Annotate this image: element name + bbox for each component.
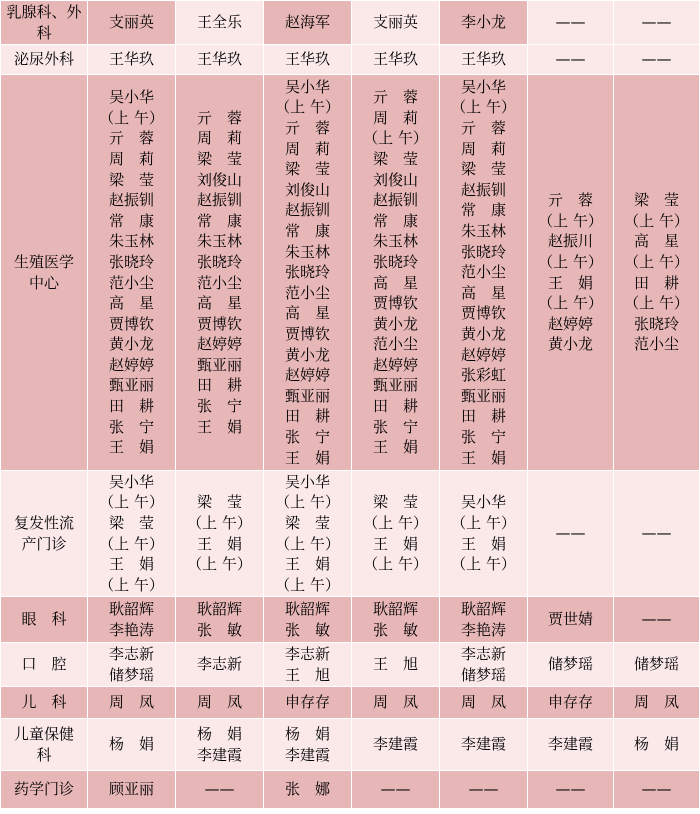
- schedule-cell: 李志新 王 旭: [264, 643, 352, 687]
- schedule-cell: ——: [614, 1, 700, 45]
- schedule-cell: ——: [614, 597, 700, 643]
- schedule-cell: 王全乐: [176, 1, 264, 45]
- schedule-cell: ——: [528, 771, 614, 809]
- schedule-cell: ——: [528, 471, 614, 597]
- schedule-cell: 亓 蓉 （上 午） 赵振川 （上 午） 王 娟 （上 午） 赵婷婷 黄小龙: [528, 75, 614, 471]
- schedule-cell: 张 娜: [264, 771, 352, 809]
- schedule-cell: 李建霞: [440, 719, 528, 771]
- schedule-cell: 王华玖: [176, 45, 264, 75]
- table-row: [1, 45, 700, 75]
- dept-cell: 儿童保健 科: [1, 719, 88, 771]
- schedule-cell: 支丽英: [352, 1, 440, 45]
- table-row: [1, 471, 700, 597]
- schedule-cell: 贾世婧: [528, 597, 614, 643]
- schedule-cell: 李志新 储梦瑶: [440, 643, 528, 687]
- schedule-cell: 梁 莹 （上 午） 王 娟 （上 午）: [176, 471, 264, 597]
- schedule-cell: 亓 蓉 周 莉 （上 午） 梁 莹 刘俊山 赵振钏 常 康 朱玉林 张晓玲 高 星 贾博钦 黄小龙 范小尘 赵婷婷 甄亚丽 田 耕 张 宁 王 娟: [352, 75, 440, 471]
- schedule-cell: 吴小华 （上 午） 梁 莹 （上 午） 王 娟 （上 午）: [88, 471, 176, 597]
- schedule-cell: 王华玖: [440, 45, 528, 75]
- schedule-cell: 王华玖: [352, 45, 440, 75]
- schedule-cell: 周 凤: [176, 687, 264, 719]
- schedule-cell: 李小龙: [440, 1, 528, 45]
- schedule-cell: 杨 娟: [614, 719, 700, 771]
- schedule-cell: 周 凤: [440, 687, 528, 719]
- schedule-cell: 耿韶辉 李艳涛: [440, 597, 528, 643]
- schedule-cell: ——: [440, 771, 528, 809]
- dept-cell: 口 腔: [1, 643, 88, 687]
- schedule-cell: 储梦瑶: [528, 643, 614, 687]
- schedule-cell: 王华玖: [88, 45, 176, 75]
- table-row: [1, 771, 700, 809]
- dept-cell: 儿 科: [1, 687, 88, 719]
- schedule-cell: 吴小华 （上 午） 亓 蓉 周 莉 梁 莹 赵振钏 常 康 朱玉林 张晓玲 范小尘 高 星 贾博钦 黄小龙 赵婷婷 甄亚丽 田 耕 张 宁 王 娟: [88, 75, 176, 471]
- dept-cell: 眼 科: [1, 597, 88, 643]
- schedule-cell: 亓 蓉 周 莉 梁 莹 刘俊山 赵振钏 常 康 朱玉林 张晓玲 范小尘 高 星 贾博钦 赵婷婷 甄亚丽 田 耕 张 宁 王 娟: [176, 75, 264, 471]
- schedule-cell: 顾亚丽: [88, 771, 176, 809]
- schedule-cell: 王 旭: [352, 643, 440, 687]
- schedule-cell: 吴小华 （上 午） 亓 蓉 周 莉 梁 莹 赵振钏 常 康 朱玉林 张晓玲 范小尘 高 星 贾博钦 黄小龙 赵婷婷 张彩虹 甄亚丽 田 耕 张 宁 王 娟: [440, 75, 528, 471]
- schedule-cell: 李志新: [176, 643, 264, 687]
- schedule-cell: 储梦瑶: [614, 643, 700, 687]
- schedule-cell: ——: [614, 45, 700, 75]
- schedule-cell: 杨 娟 李建霞: [264, 719, 352, 771]
- table-row: [1, 597, 700, 643]
- table-row: [1, 75, 700, 471]
- schedule-cell: 耿韶辉 李艳涛: [88, 597, 176, 643]
- schedule-cell: ——: [614, 771, 700, 809]
- schedule-cell: 李建霞: [528, 719, 614, 771]
- dept-cell: 生殖医学 中心: [1, 75, 88, 471]
- schedule-cell: 李志新 储梦瑶: [88, 643, 176, 687]
- schedule-cell: 王华玖: [264, 45, 352, 75]
- schedule-cell: 申存存: [264, 687, 352, 719]
- schedule-cell: 周 凤: [352, 687, 440, 719]
- table-row: [1, 687, 700, 719]
- dept-cell: 药学门诊: [1, 771, 88, 809]
- schedule-cell: 杨 娟: [88, 719, 176, 771]
- schedule-cell: 李建霞: [352, 719, 440, 771]
- schedule-cell: 耿韶辉 张 敏: [176, 597, 264, 643]
- dept-cell: 复发性流 产门诊: [1, 471, 88, 597]
- schedule-cell: 申存存: [528, 687, 614, 719]
- schedule-cell: ——: [614, 471, 700, 597]
- table-row: [1, 1, 700, 45]
- schedule-cell: 梁 莹 （上 午） 高 星 （上 午） 田 耕 （上 午） 张晓玲 范小尘: [614, 75, 700, 471]
- schedule-cell: ——: [176, 771, 264, 809]
- schedule-cell: 支丽英: [88, 1, 176, 45]
- schedule-cell: 周 凤: [88, 687, 176, 719]
- schedule-cell: 赵海军: [264, 1, 352, 45]
- schedule-cell: 杨 娟 李建霞: [176, 719, 264, 771]
- schedule-cell: 耿韶辉 张 敏: [352, 597, 440, 643]
- schedule-cell: 周 凤: [614, 687, 700, 719]
- table-row: [1, 719, 700, 771]
- dept-cell: 泌尿外科: [1, 45, 88, 75]
- schedule-cell: 梁 莹 （上 午） 王 娟 （上 午）: [352, 471, 440, 597]
- schedule-cell: 吴小华 （上 午） 亓 蓉 周 莉 梁 莹 刘俊山 赵振钏 常 康 朱玉林 张晓玲 范小尘 高 星 贾博钦 黄小龙 赵婷婷 甄亚丽 田 耕 张 宁 王 娟: [264, 75, 352, 471]
- dept-cell: 乳腺科、外 科: [1, 1, 88, 45]
- schedule-cell: 耿韶辉 张 敏: [264, 597, 352, 643]
- schedule-cell: ——: [528, 1, 614, 45]
- schedule-cell: 吴小华 （上 午） 梁 莹 （上 午） 王 娟 （上 午）: [264, 471, 352, 597]
- schedule-cell: ——: [528, 45, 614, 75]
- table-row: [1, 643, 700, 687]
- schedule-cell: 吴小华 （上 午） 王 娟 （上 午）: [440, 471, 528, 597]
- schedule-cell: ——: [352, 771, 440, 809]
